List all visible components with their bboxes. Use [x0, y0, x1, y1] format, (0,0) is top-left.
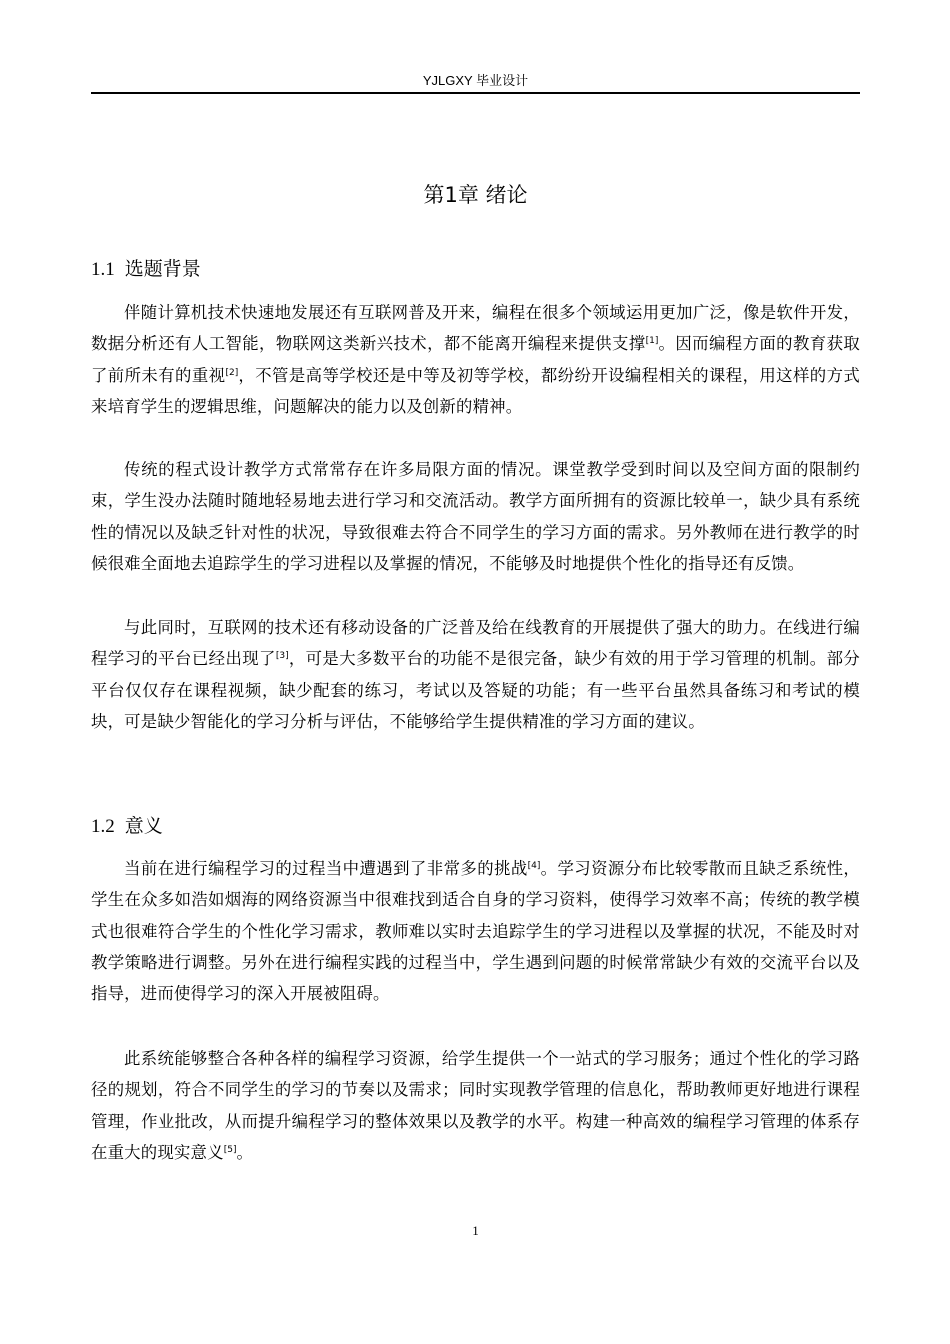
paragraph-text: 。因而编程方面的教育获取了前所未有的重视 [91, 334, 860, 385]
paragraph-text: ，可是大多数平台的功能不是很完备，缺少有效的用于学习管理的机制。部分平台仅仅存在课程视频，缺少配套的练习，考试以及答疑的功能；有一些平台虽然具备练习和考试的模块，可是缺少智能化的学习分析与评估，不能够给学生提供精准的学习方面的建议。 [91, 649, 860, 731]
paragraph [91, 612, 860, 737]
paragraph [91, 1043, 860, 1168]
citation-ref: [3] [275, 651, 289, 662]
paragraph [91, 454, 860, 579]
paragraph-text: ，不管是高等学校还是中等及初等学校，都纷纷开设编程相关的课程，用这样的方式来培育学生的逻辑思维，问题解决的能力以及创新的精神。 [91, 365, 860, 416]
section-number: 1.1 [91, 259, 115, 280]
paragraph [91, 853, 860, 1009]
citation-ref: [1] [645, 336, 659, 347]
citation-ref: [2] [225, 367, 239, 378]
paragraph-text: 此系统能够整合各种各样的编程学习资源，给学生提供一个一站式的学习服务；通过个性化的学习路径的规划，符合不同学生的学习的节奏以及需求；同时实现教学管理的信息化，帮助教师更好地进行课程管理，作业批改，从而提升编程学习的整体效果以及教学的水平。构建一种高效的编程学习管理的体系存在重大的现实意义 [91, 1049, 860, 1162]
section-heading-1-2 [91, 812, 860, 841]
section-number: 1.2 [91, 816, 115, 837]
section-heading-1-1 [91, 255, 860, 284]
page-number: 1 [472, 1223, 479, 1238]
chapter-title: 第1章 绪论 [423, 183, 528, 207]
paragraph-text: 传统的程式设计教学方式常常存在许多局限方面的情况。课堂教学受到时间以及空间方面的限制约束，学生没办法随时随地轻易地去进行学习和交流活动。教学方面所拥有的资源比较单一，缺少具有系统性的情况以及缺乏针对性的状况，导致很难去符合不同学生的学习方面的需求。另外教师在进行教学的时候很难全面地去追踪学生的学习进程以及掌握的情况，不能够及时地提供个性化的指导还有反馈。 [91, 460, 860, 573]
section-title: 选题背景 [124, 258, 201, 280]
paragraph-text: 。学习资源分布比较零散而且缺乏系统性，学生在众多如浩如烟海的网络资源当中很难找到适合自身的学习资料，使得学习效率不高；传统的教学模式也很难符合学生的个性化学习需求，教师难以实时去追踪学生的学习进程以及掌握的状况，不能及时对教学策略进行调整。另外在进行编程实践的过程当中，学生遇到问题的时候常常缺少有效的交流平台以及指导，进而使得学习的深入开展被阻碍。 [91, 859, 860, 1004]
paragraph-text: 伴随计算机技术快速地发展还有互联网普及开来，编程在很多个领域运用更加广泛，像是软件开发，数据分析还有人工智能，物联网这类新兴技术，都不能离开编程来提供支撑 [91, 303, 860, 354]
paragraph-text: 与此同时，互联网的技术还有移动设备的广泛普及给在线教育的开展提供了强大的助力。在线进行编程学习的平台已经出现了 [91, 618, 860, 669]
citation-ref: [5] [223, 1144, 237, 1155]
section-title: 意义 [124, 815, 163, 837]
paragraph-text: 。 [236, 1142, 254, 1162]
citation-ref: [4] [527, 861, 541, 871]
paragraph-text: 当前在进行编程学习的过程当中遭遇到了非常多的挑战 [124, 859, 528, 878]
paragraph [91, 297, 860, 422]
page-header: YJLGXY 毕业设计 [422, 73, 529, 88]
header-rule [91, 92, 860, 94]
